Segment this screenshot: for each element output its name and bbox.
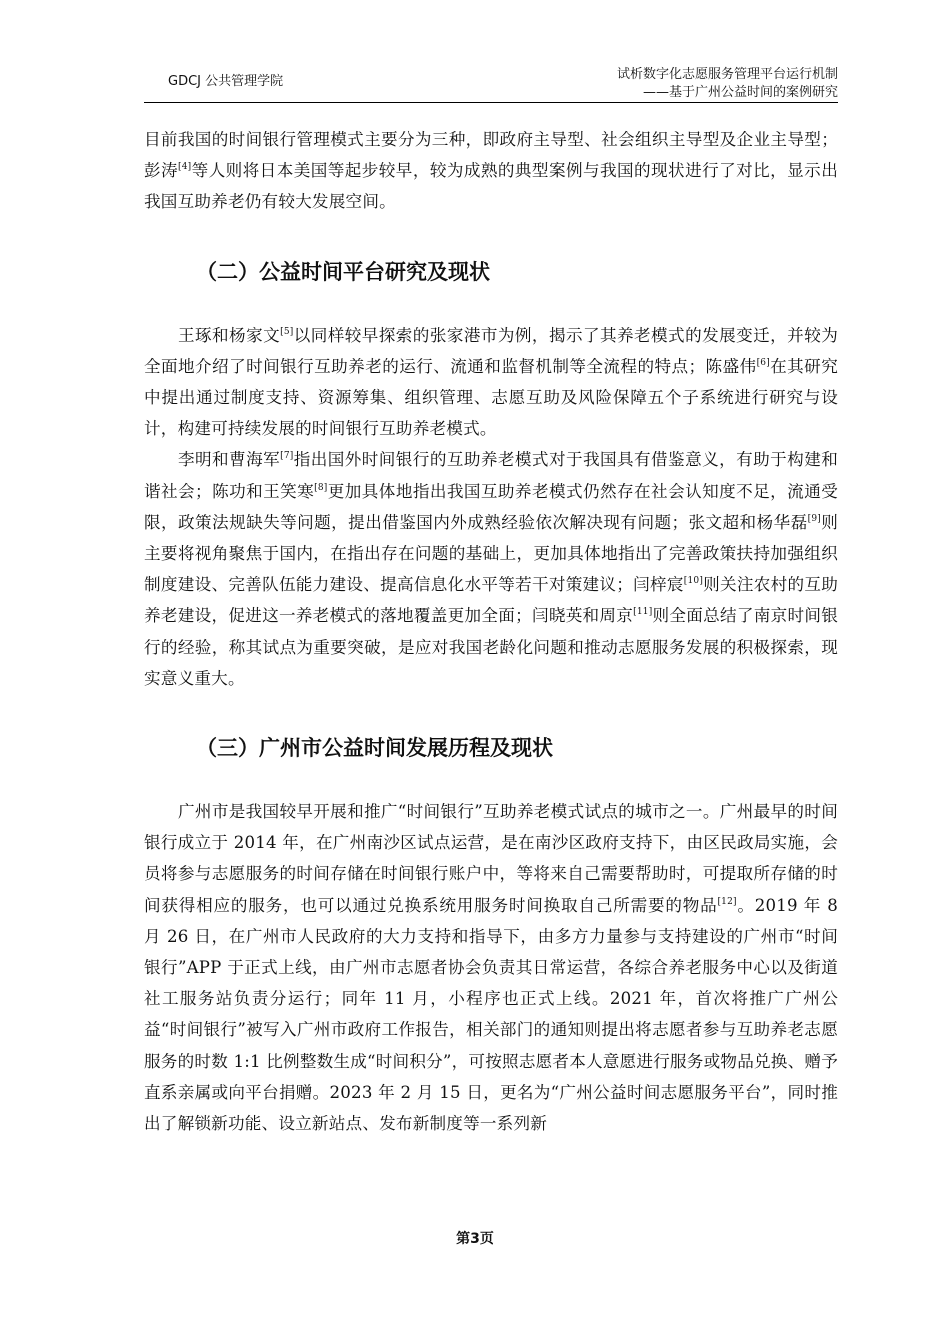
text: 目前我国的时间银行管理模式主要分为三种，即政府主导型、社会组织主导型及企业主导型；彭涛 xyxy=(144,130,838,181)
text: 广州市是我国较早开展和推广“时间银行”互助养老模式试点的城市之一。广州最早的时间银行成立于 2014 年，在广州南沙区试点运营，是在南沙区政府支持下，由区民政局实施，会员将参与志愿服务的时间存储在时间银行账户中，等将来自己需要帮助时，可提取所存储的时间获得相应的服务，也可以通过兑换系统用服务时间换取自己所需要的物品 xyxy=(144,802,838,915)
page-header xyxy=(144,62,838,102)
text: 更加具体地指出我国互助养老模式仍然存在社会认知度不足，流通受限，政策法规缺失等问题，提出借鉴国内外成熟经验依次解决现有问题；张文超和杨华磊 xyxy=(144,481,839,532)
page-content xyxy=(144,124,838,1139)
text: 。2019 年 8 月 26 日，在广州市人民政府的大力支持和指导下，由多方力量参与支持建设的广州市“时间银行”APP 于正式上线，由广州市志愿者协会负责其日常运营，各综合养老服务中心以及街道社工服务站负责分运行；同年 11 月，小程序也正式上线。2021 年，首次将推广广州公益“时间银行”被写入广州市政府工作报告，相关部门的通知则提出将志愿者参与互助养老志愿服务的时数 1:1 比例整数生成“时间积分”，可按照志愿者本人意愿进行服务或物品兑换、赠予直系亲属或向平台捐赠。2023 年 2 月 15 日，更名为“广州公益时间志愿服务平台”，同时推出了解锁新功能、设立新站点、发布新制度等一系列新 xyxy=(144,895,838,1134)
paragraph-4 xyxy=(144,796,838,1139)
citation: [10] xyxy=(683,576,704,587)
text: 指出国外时间银行的互助养老模式对于我国具有借鉴意义，有助于构建和谐社会；陈功和王笑寒 xyxy=(144,450,838,501)
text: 以同样较早探索的张家港市为例，揭示了其养老模式的发展变迁，并较为全面地介绍了时间银行互助养老的运行、流通和监督机制等全流程的特点；陈盛伟 xyxy=(144,325,838,376)
citation: [9] xyxy=(807,513,821,524)
page-number: 第3页 xyxy=(456,1231,494,1247)
paragraph-1 xyxy=(144,124,838,218)
section-heading-2: （二）公益时间平台研究及现状 xyxy=(196,259,490,284)
citation: [6] xyxy=(756,357,770,368)
section-heading-3: （三）广州市公益时间发展历程及现状 xyxy=(196,736,553,761)
text: 在其研究中提出通过制度支持、资源筹集、组织管理、志愿互助及风险保障五个子系统进行研究与设计，构建可持续发展的时间银行互助养老模式。 xyxy=(144,356,838,439)
citation: [8] xyxy=(314,482,328,493)
citation: [4] xyxy=(178,162,192,173)
header-rule xyxy=(144,102,838,103)
header-institution: GDCJ 公共管理学院 xyxy=(168,74,284,89)
text: 王琢和杨家文 xyxy=(178,325,281,345)
header-title xyxy=(617,66,838,102)
text: 则全面总结了南京时间银行的经验，称其试点为重要突破，是应对我国老龄化问题和推动志愿服务发展的积极探索，现实意义重大。 xyxy=(144,606,838,688)
paragraph-3 xyxy=(144,444,838,694)
paragraph-2 xyxy=(144,320,838,445)
header-title-line1: 试析数字化志愿服务管理平台运行机制 xyxy=(616,67,838,82)
citation: [7] xyxy=(280,451,294,462)
citation: [12] xyxy=(717,896,737,907)
citation: [5] xyxy=(280,326,294,337)
text: 李明和曹海军 xyxy=(178,450,281,470)
header-title-line2: ——基于广州公益时间的案例研究 xyxy=(642,85,838,100)
text: 等人则将日本美国等起步较早，较为成熟的典型案例与我国的现状进行了对比，显示出我国互助养老仍有较大发展空间。 xyxy=(144,161,838,212)
text: 则主要将视角聚焦于国内，在指出存在问题的基础上，更加具体地指出了完善政策扶持加强组织制度建设、完善队伍能力建设、提高信息化水平等若干对策建议；闫梓宸 xyxy=(144,512,838,595)
text: 则关注农村的互助养老建设，促进这一养老模式的落地覆盖更加全面；闫晓英和周京 xyxy=(144,575,838,626)
citation: [11] xyxy=(633,607,653,618)
